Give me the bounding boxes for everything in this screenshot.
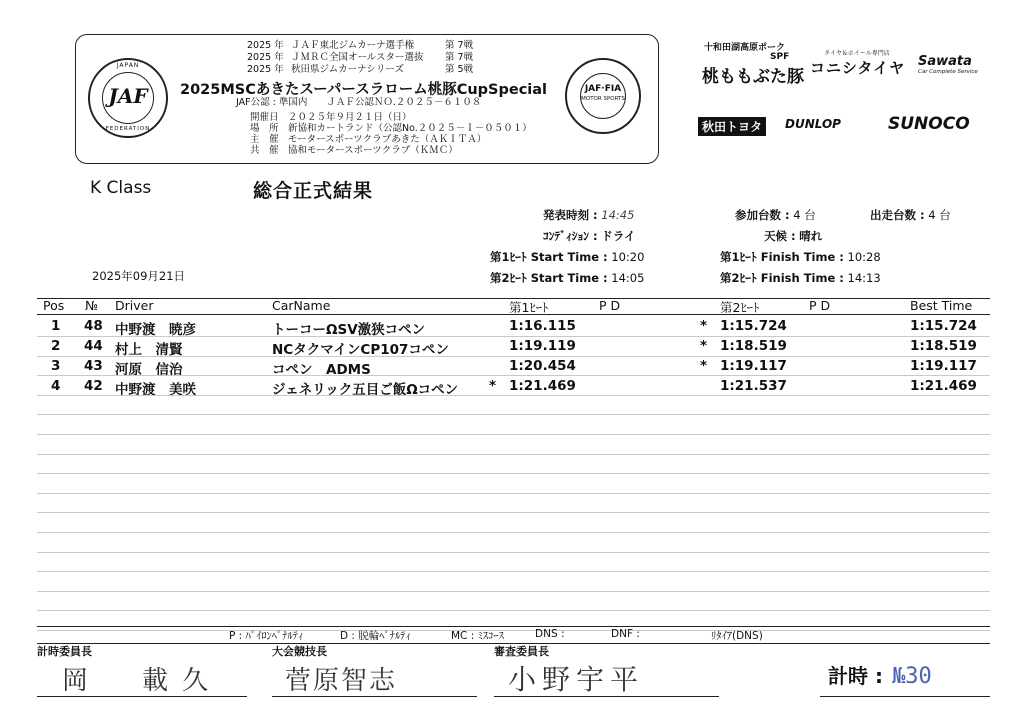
heat1-start: 第1ﾋｰﾄ Start Time : 10:20 [490, 250, 645, 264]
col-pd2: P D [809, 298, 831, 313]
table-rule [37, 336, 990, 337]
starters-count: 出走台数 : 4 台 [870, 208, 951, 222]
jaf-logo-text: JAF [108, 84, 148, 108]
event-details [250, 112, 532, 156]
series-line: 2025 年 ＪＡＦ東北ジムカーナ選手権 第 7戦 [247, 40, 474, 51]
table-row: 3 43 河原 信治 コペン ADMS 1:20.454 * 1:19.117 1:19.117 [51, 358, 977, 378]
sponsor-akita-toyota: 秋田トヨタ [698, 117, 766, 136]
sponsor-dunlop: DUNLOP [785, 117, 841, 131]
heat2-start: 第2ﾋｰﾄ Start Time : 14:05 [490, 271, 645, 285]
col-heat1: 第1ﾋｰﾄ [509, 300, 549, 315]
table-rule [37, 512, 990, 513]
table-rule [37, 552, 990, 553]
timing-chief-label: 計時委員長 [37, 645, 92, 658]
series-list [247, 40, 474, 76]
table-rule [37, 610, 990, 611]
steward-signature: 小野宇平 [508, 663, 645, 696]
table-rule [37, 571, 990, 572]
table-rule [37, 591, 990, 592]
timing-chief-signature: 岡 載久 [62, 666, 223, 696]
table-rule [37, 356, 990, 357]
detail-row: 主 催 モータースポーツクラブあきた（ＡＫＩＴＡ） [250, 134, 487, 145]
col-best: Best Time [910, 298, 973, 313]
jaf-fia-logo: JAF·FIA MOTOR SPORTS [565, 58, 641, 134]
legend-dnf: DNF : [611, 628, 640, 640]
table-rule [37, 454, 990, 455]
legend-dns: DNS : [535, 628, 565, 640]
col-heat2: 第2ﾋｰﾄ [720, 300, 760, 315]
event-title: 2025MSCあきたスーパースラローム桃豚CupSpecial [180, 82, 548, 98]
table-rule [37, 493, 990, 494]
table-rule [37, 414, 990, 415]
legend-pylon: P : ﾊﾟｲﾛﾝﾍﾟﾅﾙﾃｨ [229, 630, 304, 642]
document-number-value: №30 [892, 664, 932, 689]
table-row: 4 42 中野渡 美咲 ジェネリック五目ご飯Ωコペン * 1:21.469 1:21.537 1:21.469 [51, 378, 977, 398]
col-pd1: P D [599, 298, 621, 313]
entries-count: 参加台数 : 4 台 [735, 208, 816, 222]
jaf-approval: JAF公認 : 準国内 ＪＡＦ公認ＮＯ.２０２５－６１０８ [236, 97, 482, 108]
class-name: K Class [90, 178, 152, 198]
steward-label: 審査委員長 [494, 645, 549, 658]
series-line: 2025 年 秋田県ジムカーナシリーズ 第 5戦 [247, 64, 474, 75]
results-table [37, 298, 990, 633]
col-no: № [85, 298, 99, 313]
document-number [828, 660, 932, 689]
document-number-label: 計時 : [828, 664, 883, 688]
series-line: 2025 年 ＪＭＲＣ全国オールスター選抜 第 7戦 [247, 52, 474, 63]
table-rule [37, 395, 990, 396]
race-director-label: 大会競技長 [272, 645, 327, 658]
detail-row: 開催日 ２０２５年９月２１日（日） [250, 112, 412, 123]
sponsor-konishi-tire: タイヤ＆ホイール専門店 コニシタイヤ [810, 50, 906, 77]
heat2-finish: 第2ﾋｰﾄ Finish Time : 14:13 [720, 271, 881, 285]
legend-retire: ﾘﾀｲｱ(DNS) [711, 630, 763, 642]
legend-bar [37, 626, 990, 644]
sponsor-sunoco: SUNOCO [888, 114, 970, 134]
jaf-logo: JAF JAPAN FEDERATION [88, 58, 168, 138]
col-driver: Driver [115, 298, 154, 313]
table-row: 1 48 中野渡 暁彦 トーコーΩSV激狭コペン 1:16.115 * 1:15.724 1:15.724 [51, 318, 977, 338]
document-title: 総合正式結果 [253, 180, 374, 202]
event-date: 2025年09月21日 [92, 269, 186, 283]
table-rule [37, 532, 990, 533]
table-rule [37, 375, 990, 376]
legend-miscourse: MC : ﾐｽｺｰｽ [451, 630, 504, 642]
legend-wheel: D : 脱輪ﾍﾟﾅﾙﾃｨ [340, 630, 411, 642]
table-rule [37, 434, 990, 435]
col-car: CarName [272, 298, 331, 313]
race-director-signature: 菅原智志 [285, 666, 398, 696]
detail-row: 共 催 協和モータースポーツクラブ（ＫＭＣ） [250, 145, 458, 156]
detail-row: 場 所 新協和カートランド（公認No.２０２５－Ｉ－０５０１） [250, 123, 532, 134]
announce-time: 発表時刻 : 14:45 [543, 208, 635, 222]
table-rule [37, 473, 990, 474]
sponsor-sawata: Sawata Car Complete Service [918, 54, 978, 75]
weather: 天候 : 晴れ [764, 229, 823, 243]
table-row: 2 44 村上 清賢 NCタクマインCP107コペン 1:19.119 * 1:18.519 1:18.519 [51, 338, 977, 358]
sponsor-momobuta: 十和田湖高原ポーク SPF 桃ももぶた豚 [702, 43, 804, 87]
col-pos: Pos [43, 298, 65, 313]
condition: ｺﾝﾃﾞｨｼｮﾝ : ドライ [543, 229, 636, 243]
heat1-finish: 第1ﾋｰﾄ Finish Time : 10:28 [720, 250, 881, 264]
